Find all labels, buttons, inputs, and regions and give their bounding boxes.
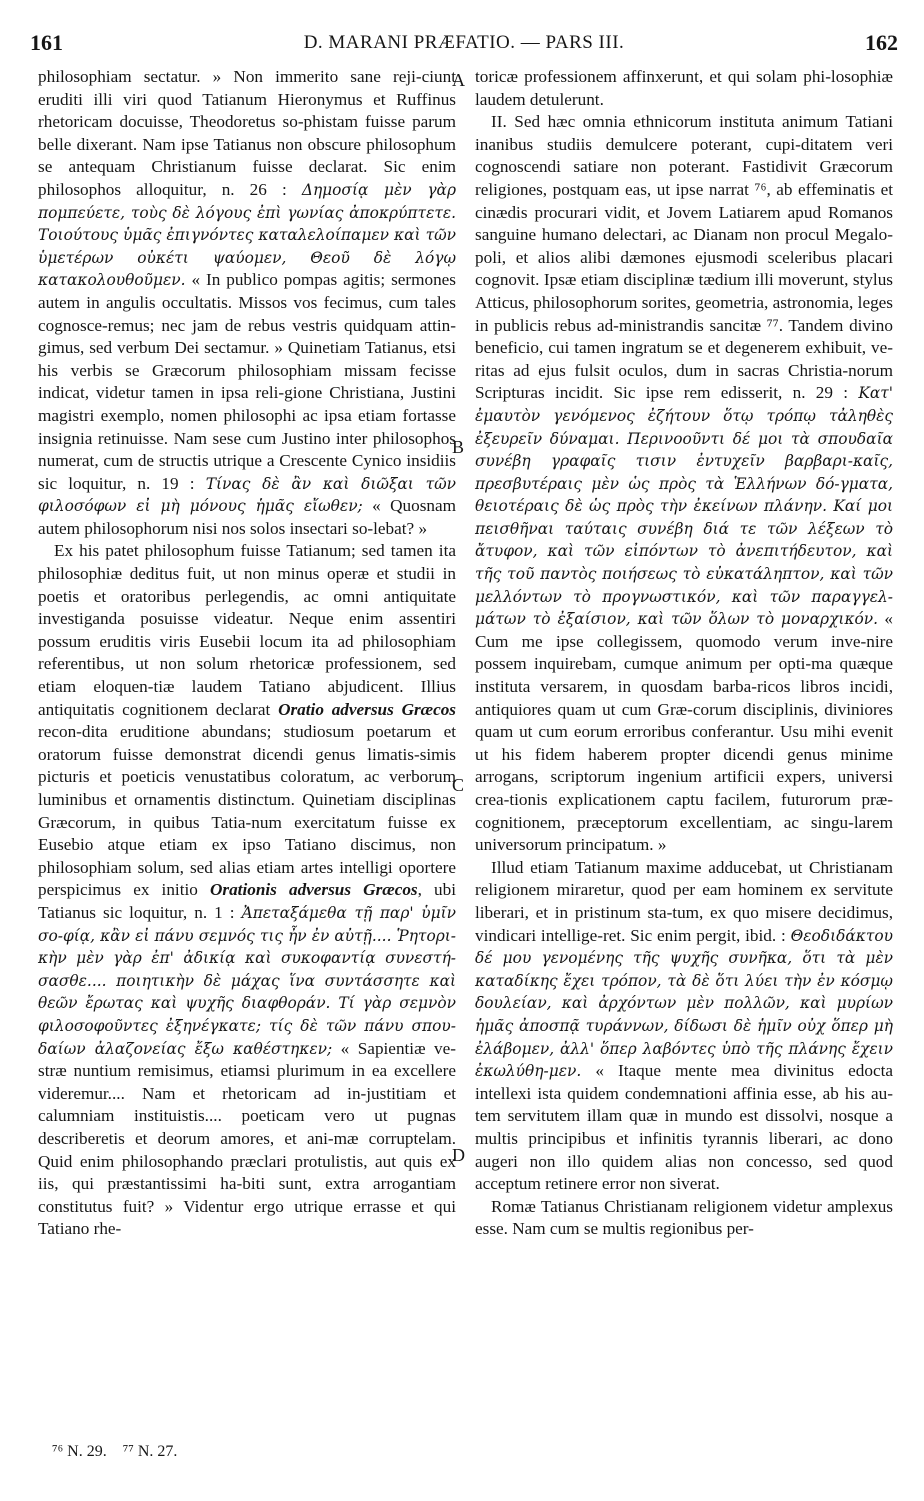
left-p2-title: Oratio adversus Græcos <box>278 699 456 719</box>
margin-marker-b: B <box>452 437 465 457</box>
page-header <box>28 30 900 64</box>
left-p2-text-b: recon-dita eruditione abundans; studiosum poetarum et oratorum fuisse demonstrat dicendi genus limatis-simis picturis et poeticis venustatibus coloratum, ac verborum luminibus et ornamentis distinctum. Quinetiam disciplinas Græcorum, in quibus Tatia-num exercitatum fuisse ex Eusebio atque etiam ex ipso Tatiano discimus, non philosophiam solum, sed alias etiam artes intelligi oportere perspicimus ex initio <box>38 722 456 900</box>
right-paragraph-3 <box>475 857 893 1196</box>
left-p1-greek-2: Τίνας δὲ ἂν καὶ διῶξαι τῶν φιλοσόφων εἰ μὴ μόνους ἡμᾶς εἴωθεν; <box>38 474 456 516</box>
margin-marker-d: D <box>452 1145 465 1165</box>
left-paragraph-1 <box>38 66 456 540</box>
footnote-77: ⁷⁷ N. 27. <box>122 1443 178 1460</box>
left-paragraph-2 <box>38 540 456 1240</box>
right-p3-greek: Θεοδιδάκτου δέ μου γενομένης τῆς ψυχῆς συνῆκα, ὅτι τὰ μὲν καταδίκης ἔχει τρόπον, τὰ δὲ ὅτι λύει τὴν ἐν κόσμῳ δουλείαν, καὶ ἀρχόντων μὲν πολλῶν, καὶ μυρίων ἡμᾶς ἀποσπᾷ τυράννων, δίδωσι δὲ ἡμῖν οὐχ ὅπερ μὴ ἐλάβομεν, ἀλλ' ὅπερ λαβόντες ὑπὸ τῆς πλάνης ἔχειν ἐκωλύθη-μεν. <box>475 926 893 1081</box>
right-paragraph-1: toricæ professionem affinxerunt, et qui solam phi-losophiæ laudem detulerunt. <box>475 67 893 109</box>
right-p2-text: II. Sed hæc omnia ethnicorum instituta animum Tatiani inanibus studiis demulcere poterant, cupi-ditatem veri cognoscendi satiare non poterant. Fastidivit Græcorum religiones, postquam eas, ut ipse narrat ⁷⁶, ab effeminatis et cinædis procurari vidit, et Jovem Latiarem apud Romanos sanguine humano delectari, ac Dianam non procul Megalo-poli, et alios alibi dæmones ejusmodi sceleribus placari cognovit. Ipsæ etiam disciplinæ tædium illi moverunt, stylus Atticus, philosophorum sorites, geometria, astronomia, leges in publicis rebus ad-ministrandis sancitæ ⁷⁷. Tandem divino beneficio, cui tamen ingratum se et degenerem exhibuit, ve-ritas ad ejus fulsit oculos, dum in sacras Christia-norum Scripturas incidit. Sic ipse rem edisserit, n. 29 : <box>475 112 893 403</box>
footnote-76: ⁷⁶ N. 29. <box>52 1443 107 1460</box>
margin-marker-c: C <box>452 775 465 795</box>
right-column <box>475 66 893 1241</box>
left-p1-text: philosophiam sectatur. » Non immerito sane reji-ciunt eruditi illi viri quod Tatianum Hieronymus et Ruffinus rhetoricam docuisse, Theodoretus so-phistam fuisse parum belle dixerant. Nam ipse Tatianus non obscure philosophum se antequam Christianum fuisse declarat. Sic enim philosophos alloquitur, n. 26 : <box>38 67 456 199</box>
running-title: D. MARANI PRÆFATIO. — PARS III. <box>303 32 625 53</box>
left-p2-end: « Sapientiæ ve-stræ nuntium remisimus, etiamsi plurimum in ea excellere videremur.... Nam et rhetoricam ad in-justitiam et calumniam instituistis.... poeticam vero ut pugnas describeretis et deorum amores, et ani-mæ corruptelam. Quid enim philosophando præclari protulistis, aut quis ex iis, qui præstantissimi ha-biti sunt, extra arrogantiam constitutus fuit? » Videntur ergo utrique errasse et qui Tatiano rhe- <box>38 1038 456 1239</box>
right-p3-text: Illud etiam Tatianum maxime adducebat, ut Christianam religionem miraretur, quod per eam hominem ex servitute liberari, et in pristinum sta-tum, ex quo misere decidimus, vindicari intellige-ret. Sic enim pergit, ibid. : <box>475 857 893 945</box>
page-number-left: 161 <box>30 30 63 55</box>
left-p1-cont: « In publico pompas agitis; sermones autem in angulis occultatis. Missos vos fecimus, cum tales cognosce-remus; nec jam de rebus vestris quidquam attin-gimus, sed verbum Dei sectamur. » Quinetiam Tatianus, etsi his verbis se Græcorum philosophiam missam fecisse indicat, videtur tamen in ipsa reli-gione Christiana, Justini magistri exemplo, nomen philosophi ac ipsa etiam fortasse insignia retinuisse. Nam sese cum Justino inter philosophos numerat, cum de structis utrique a Crescente Cynico insidiis sic loquitur, n. 19 : <box>38 270 456 493</box>
left-p2-title-2: Orationis adversus Græcos <box>209 880 418 900</box>
left-p2-text-c: , ubi Tatianus sic loquitur, n. 1 : <box>38 880 457 922</box>
right-paragraph-2 <box>475 111 893 857</box>
margin-marker-a: A <box>452 70 465 90</box>
left-p1-greek: Δημοσίᾳ μὲν γὰρ πομπεύετε, τοὺς δὲ λόγους ἐπὶ γωνίας ἀποκρύπτετε. Τοιούτους ὑμᾶς ἐπιγνόντες καταλελοίπαμεν καὶ τῶν ὑμετέρων οὐκέτι ψαύομεν, Θεοῦ δὲ λόγῳ κατακολουθοῦμεν. <box>38 180 456 290</box>
left-p2-greek: Ἀπεταξάμεθα τῇ παρ' ὑμῖν σο-φίᾳ, κἂν εἰ πάνυ σεμνός τις ἦν ἐν αὐτῇ.... Ῥητορι-κὴν μὲν γὰρ ἐπ' ἀδικίᾳ καὶ συκοφαντίᾳ συνεστή-σασθε.... ποιητικὴν δὲ μάχας ἵνα συντάσσητε καὶ θεῶν ἔρωτας καὶ ψυχῆς διαφθοράν. Τί γὰρ σεμνὸν φιλοσοφοῦντες ἐξηνέγκατε; τίς δὲ τῶν πάνυ σπου-δαίων ἀλαζονείας ἔξω καθέστηκεν; <box>38 903 456 1058</box>
right-p2-greek: Κατ' ἐμαυτὸν γενόμενος ἐζήτουν ὅτῳ τρόπῳ τἀληθὲς ἐξευρεῖν δύναμαι. Περινοοῦντι δέ μοι τὰ σπουδαῖα συνέβη γραφαῖς τισιν ἐντυχεῖν βαρβαρι-καῖς, πρεσβυτέραις μὲν ὡς πρὸς τὰ Ἑλλήνων δό-γματα, θειοτέραις δὲ ὡς πρὸς τὴν ἐκείνων πλάνην. Καί μοι πεισθῆναι ταύταις συνέβη διά τε τῶν λέξεων τὸ ἄτυφον, καὶ τῶν εἰπόντων τὸ ἀνεπιτήδευτον, καὶ τῆς τοῦ παντὸς ποιήσεως τὸ εὐκατάληπτον, καὶ τῶν μελλόντων τὸ προγνωστικόν, καὶ τῶν παραγγελ-μάτων τὸ ἐξαίσιον, καὶ τῶν ὅλων τὸ μοναρχικόν. <box>475 384 894 629</box>
right-paragraph-4: Romæ Tatianus Christianam religionem videtur amplexus esse. Nam cum se multis regionibus per- <box>475 1196 893 1239</box>
left-column <box>38 66 456 1241</box>
left-p1-end: « Quosnam autem philosophorum nisi nos solos insectari so-lebat? » <box>38 496 456 538</box>
right-p3-end: « Itaque mente mea divinitus edocta intellexi ista quidem condemnationi affinia esse, ab his au-tem servitutem illam quæ in mundo est dissolvi, nosque a multis principibus et infinitis tyrannis liberari, ac dono augeri non illo quidem alias non concesso, sed quod acceptum retinere error non siverat. <box>475 1061 893 1194</box>
right-p2-end: « Cum me ipse collegissem, quomodo verum inve-nire possem inquirebam, cumque animum per opti-ma quæque instituta versarem, in quosdam barba-ricos libros incidi, antiquiores quam ut cum Græ-corum disciplinis, diviniores quam ut cum eorum erroribus conferantur. Usu mihi evenit ut his fidem haberem propter dicendi genus minime arrogans, scriptorum ingenium artificii expers, universi crea-tionis explicationem captu facilem, futurorum præ-cognitionem, præceptorum excellentiam, ac singu-larem universorum principatum. » <box>475 609 893 855</box>
page-number-right: 162 <box>865 30 898 55</box>
footnotes <box>52 1443 189 1461</box>
left-p2-text: Ex his patet philosophum fuisse Tatianum; sed tamen ita philosophiæ deditus fuit, ut non minus operæ et studii in poetis et oratoribus perlegendis, ac omni antiquitate investiganda posuisse videatur. Neque enim assentiri possum eruditis viris Eusebii locum ita ad philosophiam referentibus, ut non solum rhetoricæ professionem, sed etiam eloquen-tiæ laudem Tatiano abjudicent. Illius antiquitatis cognitionem declarat <box>38 541 456 719</box>
